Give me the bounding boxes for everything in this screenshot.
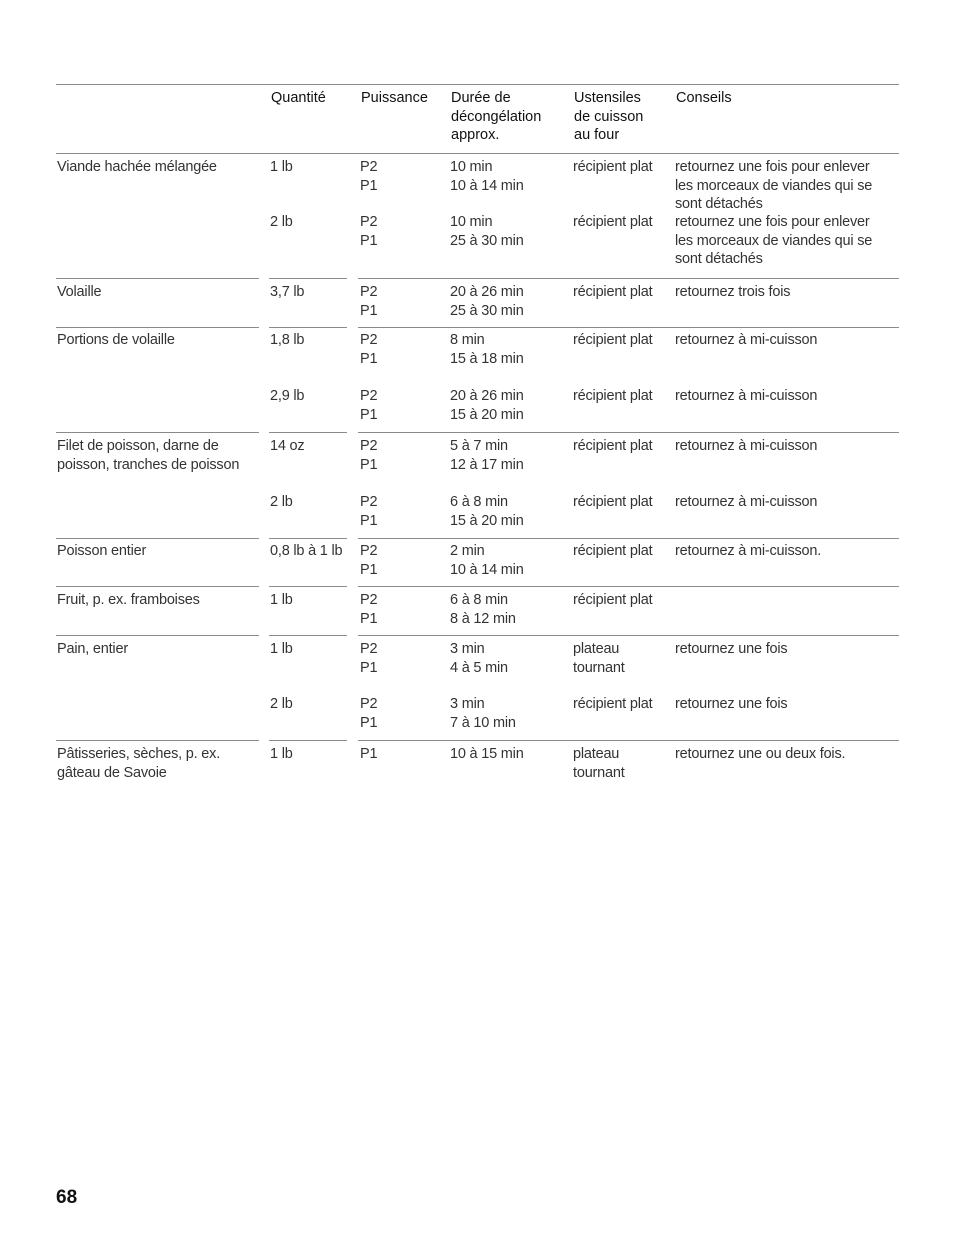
duration-cell: 5 à 7 min 12 à 17 min	[450, 438, 524, 473]
row-separator	[358, 586, 899, 587]
quantity-cell: 0,8 lb à 1 lb	[270, 543, 343, 559]
duration-cell: 2 min 10 à 14 min	[450, 543, 524, 578]
quantity-cell: 2,9 lb	[270, 388, 305, 404]
tip-cell: retournez à mi-cuisson	[675, 332, 818, 348]
row-separator	[56, 586, 259, 587]
food-name: Filet de poisson, darne de poisson, tranches de poisson	[57, 438, 240, 473]
duration-cell: 6 à 8 min 8 à 12 min	[450, 592, 516, 627]
cookware-cell: plateau tournant	[573, 746, 625, 781]
quantity-cell: 1 lb	[270, 592, 293, 608]
duration-cell: 8 min 15 à 18 min	[450, 332, 524, 367]
food-name: Portions de volaille	[57, 332, 175, 348]
row-separator	[56, 635, 259, 636]
tip-cell: retournez à mi-cuisson	[675, 494, 818, 510]
row-separator	[269, 432, 347, 433]
cookware-cell: plateau tournant	[573, 641, 625, 676]
row-separator	[269, 327, 347, 328]
cookware-cell: récipient plat	[573, 592, 653, 608]
power-cell: P2 P1	[360, 696, 378, 731]
power-cell: P2 P1	[360, 438, 378, 473]
quantity-cell: 3,7 lb	[270, 284, 305, 300]
power-cell: P2 P1	[360, 332, 378, 367]
row-separator	[269, 538, 347, 539]
cookware-cell: récipient plat	[573, 332, 653, 348]
quantity-cell: 2 lb	[270, 214, 293, 230]
tip-cell: retournez à mi-cuisson.	[675, 543, 822, 559]
duration-cell: 20 à 26 min 15 à 20 min	[450, 388, 524, 423]
duration-cell: 10 à 15 min	[450, 746, 524, 762]
row-separator	[358, 538, 899, 539]
row-separator	[269, 586, 347, 587]
tip-cell: retournez une fois pour enlever les morceaux de viandes qui se sont détachés	[675, 159, 873, 212]
header-conseils: Conseils	[676, 90, 732, 106]
row-separator	[56, 740, 259, 741]
quantity-cell: 1,8 lb	[270, 332, 305, 348]
row-separator	[56, 278, 259, 279]
cookware-cell: récipient plat	[573, 543, 653, 559]
food-name: Fruit, p. ex. framboises	[57, 592, 200, 608]
quantity-cell: 14 oz	[270, 438, 305, 454]
header-puissance: Puissance	[361, 90, 428, 106]
power-cell: P2 P1	[360, 388, 378, 423]
cookware-cell: récipient plat	[573, 494, 653, 510]
tip-cell: retournez à mi-cuisson	[675, 388, 818, 404]
tip-cell: retournez à mi-cuisson	[675, 438, 818, 454]
cookware-cell: récipient plat	[573, 214, 653, 230]
row-separator	[358, 278, 899, 279]
tip-cell: retournez trois fois	[675, 284, 791, 300]
row-separator	[269, 740, 347, 741]
row-separator	[269, 278, 347, 279]
power-cell: P2 P1	[360, 214, 378, 249]
row-separator	[358, 740, 899, 741]
power-cell: P2 P1	[360, 592, 378, 627]
duration-cell: 20 à 26 min 25 à 30 min	[450, 284, 524, 319]
duration-cell: 3 min 4 à 5 min	[450, 641, 508, 676]
tip-cell: retournez une fois pour enlever les morceaux de viandes qui se sont détachés	[675, 214, 873, 267]
cookware-cell: récipient plat	[573, 284, 653, 300]
food-name: Poisson entier	[57, 543, 147, 559]
duration-cell: 10 min 10 à 14 min	[450, 159, 524, 194]
cookware-cell: récipient plat	[573, 438, 653, 454]
quantity-cell: 1 lb	[270, 641, 293, 657]
page-number: 68	[56, 1187, 78, 1208]
food-name: Viande hachée mélangée	[57, 159, 217, 175]
row-separator	[358, 327, 899, 328]
power-cell: P1	[360, 746, 378, 762]
cookware-cell: récipient plat	[573, 696, 653, 712]
food-name: Pâtisseries, sèches, p. ex. gâteau de Savoie	[57, 746, 221, 781]
header-rule	[56, 153, 899, 154]
duration-cell: 10 min 25 à 30 min	[450, 214, 524, 249]
header-duree: Durée de décongélation approx.	[451, 90, 542, 143]
cookware-cell: récipient plat	[573, 159, 653, 175]
power-cell: P2 P1	[360, 284, 378, 319]
duration-cell: 6 à 8 min 15 à 20 min	[450, 494, 524, 529]
row-separator	[56, 538, 259, 539]
power-cell: P2 P1	[360, 159, 378, 194]
tip-cell: retournez une ou deux fois.	[675, 746, 846, 762]
header-ustensiles: Ustensiles de cuisson au four	[574, 90, 644, 143]
tip-cell: retournez une fois	[675, 696, 788, 712]
row-separator	[358, 635, 899, 636]
power-cell: P2 P1	[360, 641, 378, 676]
food-name: Pain, entier	[57, 641, 128, 657]
tip-cell: retournez une fois	[675, 641, 788, 657]
quantity-cell: 2 lb	[270, 494, 293, 510]
food-name: Volaille	[57, 284, 102, 300]
row-separator	[56, 327, 259, 328]
header-quantite: Quantité	[271, 90, 326, 106]
power-cell: P2 P1	[360, 543, 378, 578]
quantity-cell: 1 lb	[270, 746, 293, 762]
row-separator	[269, 635, 347, 636]
quantity-cell: 1 lb	[270, 159, 293, 175]
row-separator	[56, 432, 259, 433]
table-top-rule	[56, 84, 899, 85]
power-cell: P2 P1	[360, 494, 378, 529]
duration-cell: 3 min 7 à 10 min	[450, 696, 516, 731]
row-separator	[358, 432, 899, 433]
cookware-cell: récipient plat	[573, 388, 653, 404]
quantity-cell: 2 lb	[270, 696, 293, 712]
